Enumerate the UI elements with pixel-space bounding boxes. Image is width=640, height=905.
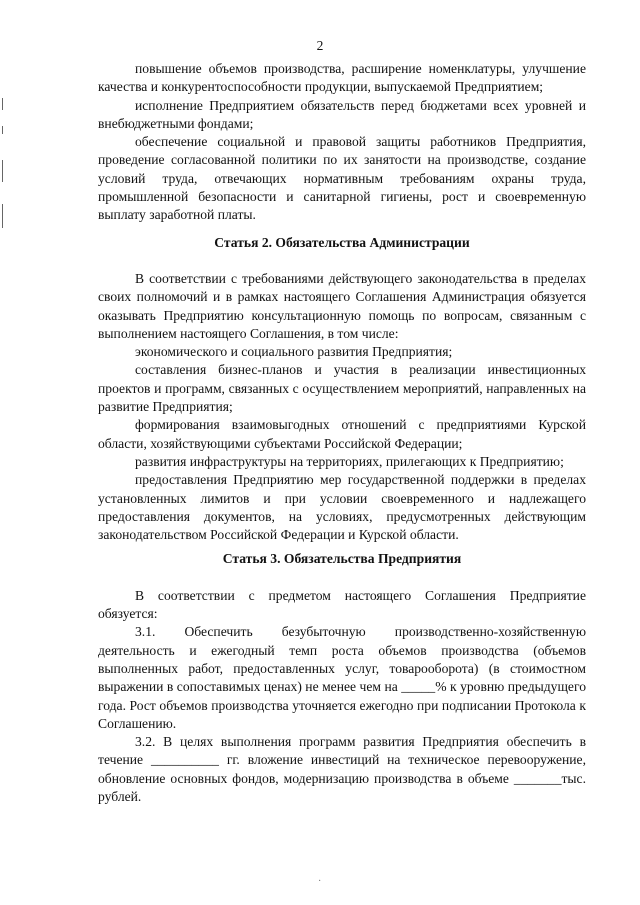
page-number: 2: [316, 38, 324, 53]
article-2-item: экономического и социального развития Предприятия;: [135, 344, 453, 360]
document-body: [98, 60, 586, 806]
article-3-intro: В соответствии с предметом настоящего Соглашения Предприятие обязуется:: [98, 587, 586, 622]
article-2-item: составления бизнес-планов и участия в реализации инвестиционных проектов и программ, связанных с осуществлением мероприятий, направленных на развитие Предприятия;: [98, 362, 586, 415]
scan-margin-mark: [2, 98, 3, 110]
article-3-heading: Статья 3. Обязательства Предприятия: [222, 551, 462, 567]
obligation-item: повышение объемов производства, расширение номенклатуры, улучшение качества и конкурентоспособности продукции, выпускаемой Предприятием;: [98, 61, 586, 95]
article-2-item: развития инфраструктуры на территориях, прилегающих к Предприятию;: [135, 453, 564, 469]
scan-margin-mark: [2, 126, 3, 134]
article-2-intro: В соответствии с требованиями действующего законодательства в пределах своих полномочий и в рамках настоящего Соглашения Администрация обязуется оказывать Предприятию консультационную помощь по вопросам, связанным с выполнением настоящего Соглашения, в том числе:: [98, 270, 586, 341]
obligation-item: обеспечение социальной и правовой защиты работников Предприятия, проведение согласованной политики по их занятости на производстве, создание условий труда, отвечающих нормативным требованиям охраны труда, промышленной безопасности и санитарной гигиены, рост и своевременную выплату заработной платы.: [98, 134, 586, 223]
article-2-item: формирования взаимовыгодных отношений с предприятиями Курской области, хозяйствующими субъектами Российской Федерации;: [98, 417, 586, 451]
article-3-item: 3.1. Обеспечить безубыточную производственно-хозяйственную деятельность и ежегодный темп роста объемов производства (объемов выполненных работ, предоставленных услуг, товарооборота) (в стоимостном выражении в сопоставимых ценах) не менее чем на _____% к уровню предыдущего года. Рост объемов производства уточняется ежегодно при подписании Протокола к Соглашению.: [98, 624, 586, 731]
obligation-item: исполнение Предприятием обязательств перед бюджетами всех уровней и внебюджетными фондами;: [98, 97, 586, 131]
scan-margin-mark: [2, 160, 3, 182]
article-3-item: 3.2. В целях выполнения программ развития Предприятия обеспечить в течение __________ гг. вложение инвестиций на техническое перевооружение, обновление основных фондов, модернизацию производства в объеме _______тыс. рублей.: [98, 734, 586, 804]
article-2-heading: Статья 2. Обязательства Администрации: [214, 234, 470, 250]
scan-margin-mark: [2, 204, 3, 228]
scan-speck: ·: [318, 876, 322, 887]
article-2-item: предоставления Предприятию мер государственной поддержки в пределах установленных лимитов и при условии своевременного и надлежащего предоставления документов, на условиях, предусмотренных действующим законодательством Российской Федерации и Курской области.: [98, 472, 586, 543]
